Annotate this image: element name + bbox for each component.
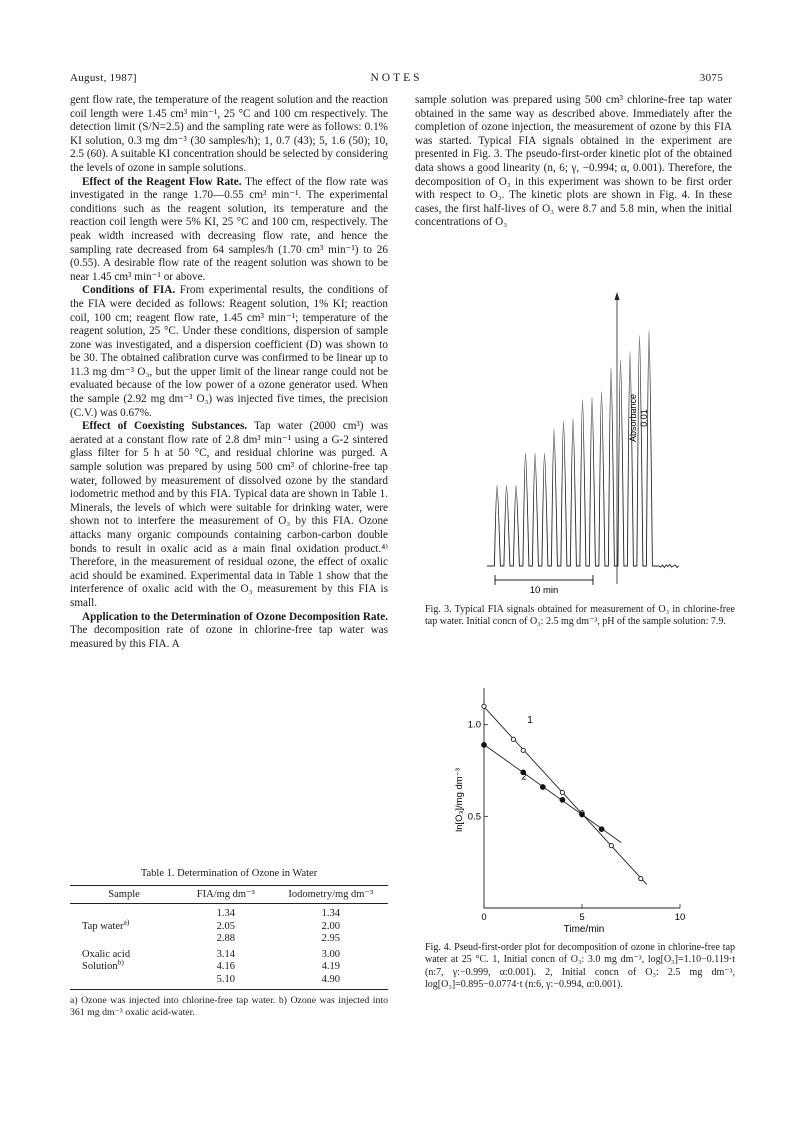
data-point-series-1 — [482, 704, 486, 708]
left-column — [70, 94, 388, 651]
x-tick-label: 0 — [481, 912, 487, 923]
data-point-series-1 — [560, 790, 564, 794]
data-point-series-1 — [609, 844, 613, 848]
section-heading: Application to the Determination of Ozone Decomposition Rate. — [82, 610, 388, 623]
data-point-series-2 — [482, 742, 487, 747]
table-cell: 1.34 — [321, 908, 340, 919]
paragraph — [70, 176, 388, 285]
paragraph-text: The effect of the flow rate was investigated in the range 1.70—0.55 cm³ min⁻¹. The experimental conditions such as the reagent solution, its temperature and the reaction coil length were 5% KI, 25 °C and 100 cm, respectively. The peak width increased with decreasing flow rate, and hence the sampling rate decreased from 64 samples/h (1.70 cm³ min⁻¹) to 26 (0.55). A desirable flow rate of the reagent solution was shown to be near 1.45 cm³ min⁻¹ or above. — [70, 175, 388, 283]
y-tick-label: 1.0 — [467, 719, 481, 731]
table-cell: Oxalic acid — [82, 948, 131, 960]
plot-axes — [468, 688, 686, 923]
table-cell: 2.00 — [321, 920, 340, 932]
table-cell: 5.10 — [178, 974, 273, 990]
data-point-series-2 — [560, 797, 565, 802]
figure-4-kinetic-plot — [448, 680, 698, 938]
paragraph — [70, 420, 388, 610]
arrow-up-icon — [615, 292, 620, 300]
running-header-date: August, 1987] — [70, 72, 137, 84]
data-point-series-2 — [580, 812, 585, 817]
table-header: Sample — [70, 886, 178, 904]
right-column — [415, 94, 732, 230]
page-number: 3075 — [699, 72, 723, 84]
time-scale-label: 10 min — [529, 585, 559, 596]
table-cell: 4.16 — [216, 961, 235, 972]
table — [70, 885, 388, 990]
paragraph-text: Tap water (2000 cm³) was aerated at a constant flow rate of 2.8 dm³ min⁻¹ using a G-2 sintered glass filter for 5 h at 50 °C, and residual chlorine was purged. A sample solution was prepared by using 500 cm³ of chlorine-free tap water, followed by measurement of dissolved ozone by the standard iodometric method and by this FIA. Typical data are shown in Table 1. Minerals, the levels of which were suitable for drinking water, were shown not to interfere the measurement of O₃ by this FIA. Ozone attacks many organic compounds containing carbon-carbon double bonds to result in oxalic acid as a main final oxidation product.⁴⁾ Therefore, in the measurement of residual ozone, the effect of oxalic acid should be examined. Experimental data in Table 1 show that the interference of oxalic acid with the O₃ measurement by this FIA is small. — [70, 420, 388, 609]
paragraph: gent flow rate, the temperature of the reagent solution and the reaction coil length were 1.45 cm³ min⁻¹, 25 °C and 100 cm respectively. The detection limit (S/N=2.5) and the sampling rate were as follows: 0.1% KI solution, 0.3 mg dm⁻³ (30 samples/h); 1, 0.7 (43); 5, 1.6 (50); 10, 2.5 (60). A suitable KI concentration should be selected by considering the levels of ozone in sample solutions. — [70, 94, 388, 174]
section-heading: Conditions of FIA. — [82, 284, 176, 297]
table-1 — [70, 868, 388, 1019]
table-header: FIA/mg dm⁻³ — [178, 886, 273, 904]
section-heading: Effect of the Reagent Flow Rate. — [82, 175, 242, 188]
table-header: Iodometry/mg dm⁻³ — [274, 886, 389, 904]
table-cell: 1.34 — [216, 908, 235, 919]
fit-line-series-1 — [484, 707, 647, 885]
table-cell: 3.00 — [321, 948, 340, 960]
absorbance-label: Absorbance — [628, 393, 638, 443]
table-cell: 3.14 — [216, 948, 235, 960]
table-row — [70, 974, 388, 990]
table-row — [70, 961, 388, 974]
x-tick-label: 10 — [674, 912, 686, 923]
fia-signal-path — [487, 330, 679, 567]
table-cell: 2.88 — [216, 933, 235, 944]
table-footnote: a) Ozone was injected into chlorine-free tap water. b) Ozone was injected into 361 mg dm⁻³ oxalic acid-water. — [70, 995, 388, 1018]
table-cell: 2.95 — [321, 933, 340, 944]
absorbance-value: 0.01 — [639, 409, 649, 427]
figure-4-caption — [425, 942, 735, 992]
data-point-series-2 — [540, 785, 545, 790]
paragraph-text: From experimental results, the conditions of the FIA were decided as follows: Reagent solution, 1% KI; reaction coil, 100 cm; reagent flow rate, 1.45 cm³ min⁻¹; temperature of the reagent solution, 25 °C. Under these conditions, dispersion of sample zone was investigated, and a dispersion coefficient (D) was shown to be 30. The obtained calibration curve was confirmed to be linear up to 11.3 mg dm⁻³ O₃, but the upper limit of the linear range could not be evaluated because of the low power of a ozone generator used. When the sample (2.92 mg dm⁻³ O₃) was injected five times, the precision (C.V.) was 0.67%. — [70, 284, 388, 419]
paragraph — [70, 284, 388, 420]
table-row — [70, 933, 388, 946]
table-cell: 4.19 — [321, 961, 340, 972]
table-cell: 4.90 — [274, 974, 389, 990]
table-cell: 2.05 — [216, 920, 235, 932]
x-axis-label: Time/min — [563, 924, 605, 935]
table-row — [70, 921, 388, 934]
series-label: 1 — [527, 714, 533, 726]
figure-label: Fig. 3. — [425, 604, 452, 615]
figure-3-fia-signals — [425, 288, 735, 598]
running-header-section: NOTES — [370, 72, 423, 84]
plot-series — [482, 704, 647, 884]
figure-3-caption — [425, 604, 735, 629]
table-caption: Table 1. Determination of Ozone in Water — [140, 868, 318, 879]
paragraph-text: The decomposition rate of ozone in chlorine-free tap water was measured by this FIA. A — [70, 624, 388, 650]
caption-text: Pseud-first-order plot for decomposition of ozone in chlorine-free tap water at 25 °C. 1, Initial concn of O₃: 3.0 mg dm⁻³, log[O₃]=1.10−0.119·t (n:7, γ:−0.999, α:0.001). 2, Initial concn of O₃: 2.5 mg dm⁻³, log[O₃]=0.895−0.0774·t (n:6, γ:−0.994, α:0.001). — [425, 942, 736, 991]
table-cell: Solution$^{b)}$ — [82, 957, 124, 972]
paragraph: sample solution was prepared using 500 cm³ chlorine-free tap water obtained in the same way as described above. Immediately after the completion of ozone injection, the measurement of ozone by this FIA was started. Typical FIA signals obtained in the experiment are presented in Fig. 3. The pseudo-first-order kinetic plot of the obtained data shows a good linearity (n, 6; γ, −0.994; α, 0.001). Therefore, the decomposition of O₃ in this experiment was shown to be first order with respect to O₃. The kinetic plots are shown in Fig. 4. In these cases, the first half-lives of O₃ were 8.7 and 5.8 min, when the initial concentrations of O₃ — [415, 94, 732, 229]
data-point-series-1 — [521, 748, 525, 752]
table-cell: Tap water$^{a)}$ — [82, 917, 130, 932]
data-point-series-1 — [639, 877, 643, 881]
y-tick-label: 0.5 — [467, 811, 481, 823]
section-heading: Effect of Coexisting Substances. — [82, 420, 248, 433]
fia-signal-trace — [487, 330, 679, 567]
data-point-series-2 — [599, 827, 604, 832]
series-label: 2 — [521, 771, 527, 783]
data-point-series-1 — [511, 737, 515, 741]
table-row — [70, 904, 388, 921]
x-tick-label: 5 — [579, 912, 585, 923]
caption-text: Typical FIA signals obtained for measurement of O₃ in chlorine-free tap water. Initial concn of O₃: 2.5 mg dm⁻³, pH of the sample solution: 7.9. — [425, 604, 735, 628]
figure-label: Fig. 4. — [425, 942, 452, 953]
y-axis-label: ln[O₃]/mg dm⁻³ — [454, 768, 465, 832]
paragraph — [70, 611, 388, 652]
